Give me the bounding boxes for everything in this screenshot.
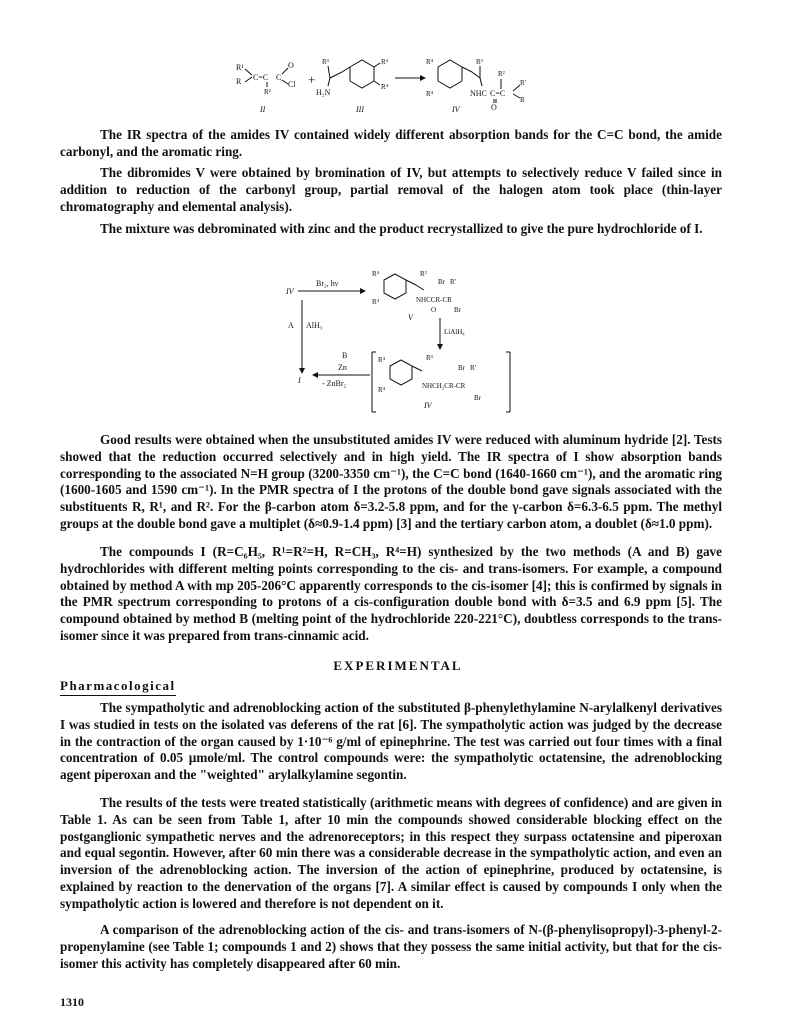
scheme1-nhc-label: NHC: [470, 89, 487, 98]
scheme1-cl-label: Cl: [288, 80, 296, 89]
scheme2-method-a-label: A: [288, 321, 294, 330]
paragraph-ir-spectra: The IR spectra of the amides IV contained widely different absorption bands for the C=C bond, the amide carbonyl, and the aromatic ring.: [60, 127, 722, 159]
paragraph-reduction-results: Good results were obtained when the unsubstituted amides IV were reduced with aluminum hydride [2]. Tests showed that the reduction occurred selectively and in high yield. The IR spectra of I show absorption bands corresponding to the associated N=H group (3200-3350 cm⁻¹), the C=C bond (1640-1660 cm⁻¹), and the aromatic ring (1600-1605 and 1590 cm⁻¹). In the PMR spectra of I the protons of the double bond gave signals associated with the substituents R, R¹, and R². For the β-carbon atom δ=3.2-5.8 ppm, and for the γ-carbon δ=6.3-6.5 ppm. The methyl groups at the double bond gave a multiplet (δ≈0.9-1.4 ppm) [3] and the tertiary carbon atom, a doublet (δ≈1.0 ppm).: [60, 432, 722, 531]
scheme2-o-label: O: [431, 306, 437, 314]
scheme2-br-label-2: Br: [454, 306, 461, 314]
scheme1-h2n-label: H₂N: [316, 88, 331, 97]
scheme2-alh3-label: AlH₃: [306, 321, 323, 330]
scheme1-cc-label-2: C=C: [490, 89, 506, 98]
scheme1-r4-label-2: R⁴: [381, 83, 389, 91]
scheme2-znbr2-label: - ZnBr₂: [322, 379, 347, 388]
scheme2-zn-label: Zn: [338, 363, 347, 372]
scheme2-i-label: I: [298, 376, 301, 385]
paragraph-debromination: The mixture was debrominated with zinc and the product recrystallized to give the pure hydrochloride of I.: [100, 221, 703, 236]
scheme2-r4-label: R⁴: [372, 270, 380, 278]
scheme2-amine-chain-label: NHCH₂CR-CR: [422, 382, 466, 390]
scheme2-method-b-label: B: [342, 351, 348, 360]
subheading-pharmacological: Pharmacological: [60, 678, 176, 696]
scheme1-r-label-2: R: [236, 77, 242, 86]
scheme2-r1-label-2: R': [470, 364, 476, 372]
paragraph-isomers: The compounds I (R=C₆H₅, R¹=R²=H, R=CH₃, R⁴=H) synthesized by the two methods (A and B) gave hydrochlorides with different melting points corresponding to the cis- and trans-isomers. For example, a compound obtained by method A with mp 205-206°C apparently corresponds to the cis-isomer [4]; this is confirmed by signals in the PMR spectrum corresponding to protons of a cis-configuration double bond with δ=3.5 and 6.9 ppm [5]. The compound obtained by method B (melting point of the hydrochloride 220-221°C), doubtless corresponds to the trans-isomer since it was prepared from trans-cinnamic acid.: [60, 544, 722, 643]
scheme2-lialh4-label: LiAlH₄: [444, 328, 465, 336]
scheme1-c-label: C: [276, 73, 282, 82]
scheme1-r2-label: R²: [264, 88, 271, 96]
scheme2-r4-label-4: R⁴: [378, 386, 386, 394]
scheme2-iv-label: IV: [286, 287, 294, 296]
scheme1-o-label-2: O: [491, 103, 497, 112]
scheme1-r-label: R¹: [236, 63, 244, 72]
scheme2-br-label: Br: [438, 278, 445, 286]
scheme2-r3-label: R³: [420, 270, 427, 278]
scheme2-v-label: V: [408, 313, 413, 322]
scheme2-r1-label: R': [450, 278, 456, 286]
page-number: 1310: [60, 995, 84, 1009]
scheme1-o-label: O: [288, 61, 294, 70]
scheme2-br-label-4: Br: [474, 394, 481, 402]
scheme1-cc-label: C=C: [253, 73, 269, 82]
compound-III-label: III: [356, 105, 364, 114]
section-heading-experimental: EXPERIMENTAL: [333, 658, 463, 673]
scheme1-r4-label: R⁴: [381, 58, 389, 66]
scheme2-r4-label-2: R⁴: [372, 298, 380, 306]
paragraph-dibromides: The dibromides V were obtained by bromination of IV, but attempts to selectively reduce V failed since in addition to reduction of the carbonyl group, partial removal of the halogen atom took place (thin-layer chromatography and elemental analysis).: [60, 165, 722, 214]
scheme1-r-label-3: R: [520, 96, 525, 104]
paragraph-cis-trans-comparison: A comparison of the adrenoblocking action of the cis- and trans-isomers of N-(β-phenylisopropyl)-3-phenyl-2-propenylamine (see Table 1; compounds 1 and 2) shows that they possess the same initial activity, but that for the cis-isomer this activity has completely disappeared after 60 min.: [60, 922, 722, 971]
scheme2-br2-label: Br₂, hν: [316, 279, 339, 288]
scheme1-r3-label-2: R³: [476, 58, 483, 66]
scheme1-r4-label-3: R⁴: [426, 58, 434, 66]
scheme2-r3-label-2: R³: [426, 354, 433, 362]
reaction-scheme-amide-formation: [230, 52, 560, 122]
scheme1-r3-label: R³: [322, 58, 329, 66]
scheme1-r2-label-2: R²: [498, 70, 505, 78]
scheme1-r4-label-4: R⁴: [426, 90, 434, 98]
paragraph-statistical-results: The results of the tests were treated statistically (arithmetic means with degrees of confidence) and are given in Table 1. As can be seen from Table 1, after 10 min the compounds showed considerable blocking effect on the postganglionic sympathetic nerves and the adrenoreceptors; in this respect they surpass octatensine and piperoxan and equal segontin. However, after 60 min there was a considerable decrease in the sympatholytic action, and even an inversion of the adrenoblocking action. The inversion of the action of epinephrine, produced by octatensine, is explained by reaction to the denervation of the organs [7]. A similar effect is caused by compounds I only when the sympatholytic action is lowered and therefore is not dependent on it.: [60, 795, 722, 911]
scheme2-iv-intermediate-label: IV: [424, 401, 432, 410]
scheme2-br-label-3: Br: [458, 364, 465, 372]
compound-IV-label: IV: [452, 105, 460, 114]
reaction-scheme-reduction: [280, 262, 520, 422]
scheme2-amide-chain-label: NHCCR-CR: [416, 296, 452, 304]
scheme2-r4-label-3: R⁴: [378, 356, 386, 364]
scheme1-plus-sign: +: [308, 72, 316, 87]
compound-II-label: II: [260, 105, 266, 114]
scheme1-r1-label: R': [520, 79, 526, 87]
paragraph-sympatholytic-action: The sympatholytic and adrenoblocking action of the substituted β-phenylethylamine N-arylalkenyl derivatives I was studied in tests on the isolated vas deferens of the rat [6]. The sympatholytic action was judged by the decrease in the contraction of the organ caused by 1·10⁻⁶ g/ml of epinephrine. The test was carried out four times with a final concentration of 0.05 µmole/ml. The control compounds were: the sympatholytic octatensine, the adrenoblocking agent piperoxan and the "weighted" arylalkylamine segontin.: [60, 700, 722, 783]
